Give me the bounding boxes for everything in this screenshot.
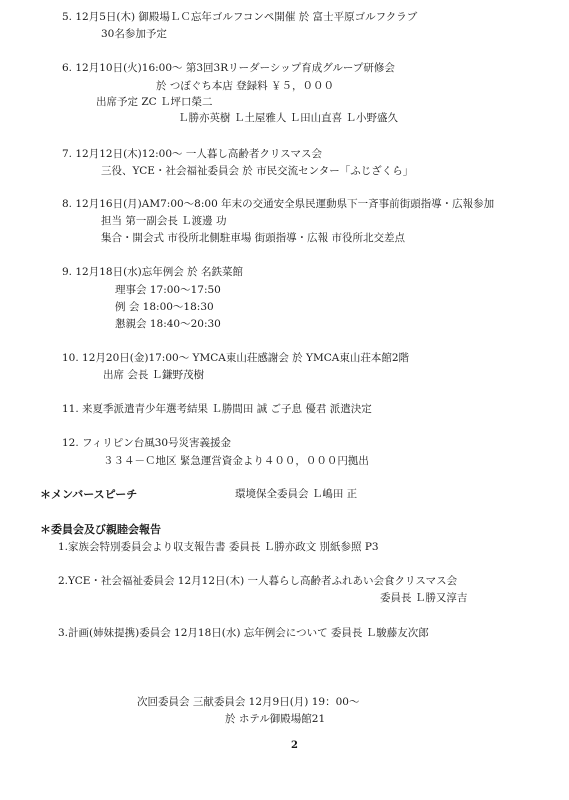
member-speech-heading: ＊メンバースピーチ [40,488,138,501]
item-6-attendees: 出席予定 ZC Ｌ坪口榮二 [96,96,213,108]
item-7-title: 7. 12月12日(木)12:00～ 一人暮し高齢者クリスマス会 [62,148,322,160]
item-10-title: 10. 12月20日(金)17:00～ YMCA東山荘感謝会 於 YMCA東山荘本館2階 [62,352,410,364]
item-9-social: 懇親会 18:40～20:30 [115,318,221,330]
item-9-regular: 例 会 18:00～18:30 [115,301,214,313]
committee-report-3: 3.計画(姉妹提携)委員会 12月18日(水) 忘年例会について 委員長 Ｌ駿藤友次郎 [58,627,429,639]
item-9-title: 9. 12月18日(水)忘年例会 於 名鉄菜館 [62,266,243,278]
committee-heading: ＊委員会及び親睦会報告 [40,523,161,536]
item-12-detail: ３３４－Ｃ地区 緊急運営資金より４００，０００円拠出 [103,455,369,467]
item-11-title: 11. 来夏季派遣青少年選考結果 Ｌ勝間田 誠 ご子息 優君 派遣決定 [62,403,372,415]
item-7-detail: 三役、YCE・社会福祉委員会 於 市民交流センター「ふじざくら」 [101,165,414,177]
item-5-title: 5. 12月5日(木) 御殿場ＬＣ忘年ゴルフコンペ開催 於 富士平原ゴルフクラブ [62,11,418,23]
next-meeting-venue: 於 ホテル御殿場館21 [225,713,326,725]
member-speech-text: 環境保全委員会 Ｌ嶋田 正 [235,488,358,500]
committee-report-2: 2.YCE・社会福祉委員会 12月12日(木) 一人暮らし高齢者ふれあい会食クリスマス会 [58,575,458,587]
item-6-title: 6. 12月10日(火)16:00～ 第3回3Rリーダーシップ育成グループ研修会 [62,62,395,74]
item-6-venue: 於 つぼぐち本店 登録料 ￥５，０００ [156,80,335,92]
item-6-attendees-cont: Ｌ勝亦英樹 Ｌ土屋雅人 Ｌ田山直喜 Ｌ小野盛久 [178,112,399,124]
next-meeting-info: 次回委員会 三献委員会 12月9日(月) 19：00～ [137,696,360,708]
item-12-title: 12. フィリピン台風30号災害義援金 [62,437,232,449]
item-8-title: 8. 12月16日(月)AM7:00～8:00 年末の交通安全県民運動県下一斉事前街頭指導・広報参加 [62,198,495,210]
item-8-charge: 担当 第一副会長 Ｌ渡邊 功 [101,215,227,227]
item-9-board: 理事会 17:00～17:50 [115,284,221,296]
item-8-detail: 集合・開会式 市役所北側駐車場 街頭指導・広報 市役所北交差点 [101,232,406,244]
committee-report-1: 1.家族会特別委員会より収支報告書 委員長 Ｌ勝亦政文 別紙参照 P3 [58,541,379,553]
committee-report-2-chair: 委員長 Ｌ勝又淳吉 [380,592,468,604]
page-number: 2 [291,740,298,751]
item-10-detail: 出席 会長 Ｌ鎌野茂樹 [103,369,205,381]
item-5-detail: 30名参加予定 [101,28,167,40]
